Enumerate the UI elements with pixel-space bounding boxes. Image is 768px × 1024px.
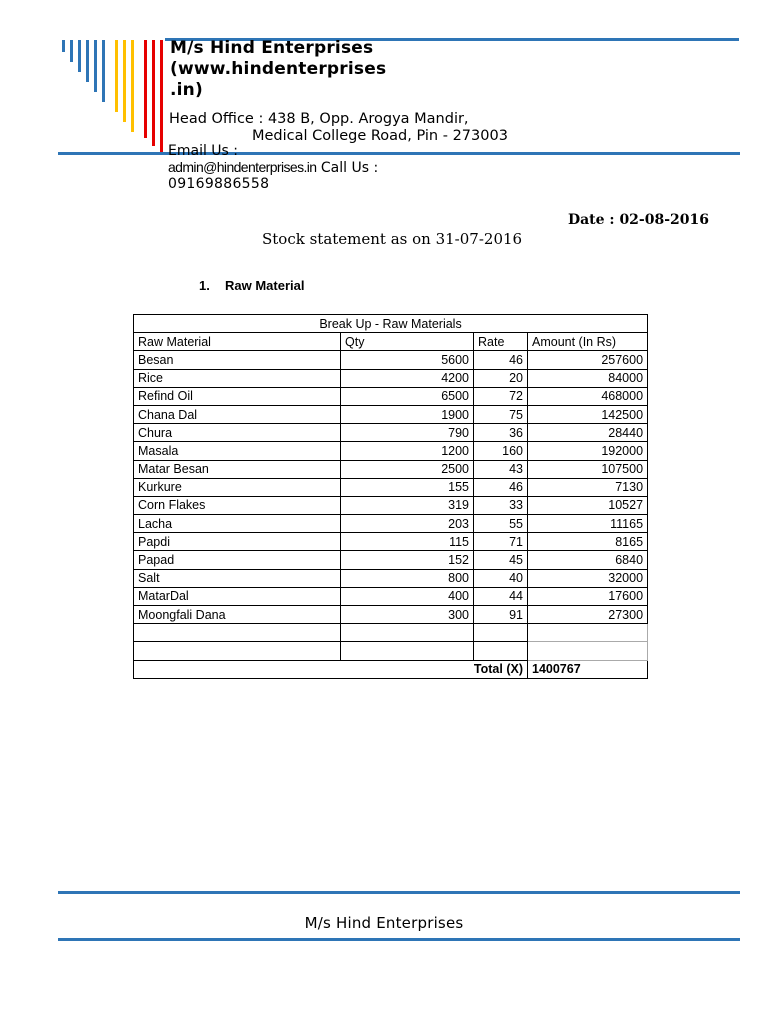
table-row bbox=[134, 551, 648, 569]
table-row bbox=[134, 569, 648, 587]
cell-material: Salt bbox=[134, 569, 341, 587]
column-header-amount: Amount (In Rs) bbox=[528, 333, 648, 351]
logo-bar bbox=[115, 40, 118, 112]
cell-amount: 32000 bbox=[528, 569, 648, 587]
phone-number[interactable]: 09169886558 bbox=[168, 176, 270, 192]
cell-material: Papdi bbox=[134, 533, 341, 551]
email-label-text: Email Us : bbox=[168, 143, 238, 159]
cell-qty: 4200 bbox=[341, 369, 474, 387]
cell-material: Matar Besan bbox=[134, 460, 341, 478]
cell-qty: 6500 bbox=[341, 387, 474, 405]
table-row bbox=[134, 496, 648, 514]
table-row bbox=[134, 533, 648, 551]
cell-amount: 6840 bbox=[528, 551, 648, 569]
blank-cell bbox=[528, 642, 648, 660]
cell-qty: 115 bbox=[341, 533, 474, 551]
cell-amount: 192000 bbox=[528, 442, 648, 460]
cell-rate: 71 bbox=[474, 533, 528, 551]
logo-bar bbox=[94, 40, 97, 92]
table-row bbox=[134, 405, 648, 423]
cell-qty: 203 bbox=[341, 515, 474, 533]
table-row bbox=[134, 442, 648, 460]
cell-amount: 17600 bbox=[528, 587, 648, 605]
cell-amount: 84000 bbox=[528, 369, 648, 387]
logo-bar bbox=[62, 40, 65, 52]
cell-qty: 300 bbox=[341, 606, 474, 624]
logo-bar bbox=[86, 40, 89, 82]
column-header-rate: Rate bbox=[474, 333, 528, 351]
table-row bbox=[134, 387, 648, 405]
cell-material: Chana Dal bbox=[134, 405, 341, 423]
cell-qty: 152 bbox=[341, 551, 474, 569]
cell-qty: 1200 bbox=[341, 442, 474, 460]
cell-amount: 28440 bbox=[528, 424, 648, 442]
cell-qty: 155 bbox=[341, 478, 474, 496]
table-header-row bbox=[134, 333, 648, 351]
section-title: Raw Material bbox=[225, 278, 305, 293]
cell-material: Papad bbox=[134, 551, 341, 569]
cell-rate: 46 bbox=[474, 351, 528, 369]
table-caption: Break Up - Raw Materials bbox=[134, 315, 648, 333]
table-row bbox=[134, 460, 648, 478]
cell-qty: 790 bbox=[341, 424, 474, 442]
logo-bar bbox=[131, 40, 134, 132]
cell-qty: 319 bbox=[341, 496, 474, 514]
logo-bar bbox=[144, 40, 147, 138]
blank-cell bbox=[134, 624, 341, 642]
blank-row bbox=[134, 642, 648, 660]
head-office-address bbox=[169, 111, 549, 145]
cell-material: Lacha bbox=[134, 515, 341, 533]
logo-bar bbox=[123, 40, 126, 122]
cell-amount: 8165 bbox=[528, 533, 648, 551]
column-header-qty: Qty bbox=[341, 333, 474, 351]
cell-amount: 10527 bbox=[528, 496, 648, 514]
cell-amount: 257600 bbox=[528, 351, 648, 369]
cell-rate: 46 bbox=[474, 478, 528, 496]
cell-rate: 75 bbox=[474, 405, 528, 423]
cell-amount: 107500 bbox=[528, 460, 648, 478]
table-row bbox=[134, 587, 648, 605]
cell-rate: 43 bbox=[474, 460, 528, 478]
cell-material: Masala bbox=[134, 442, 341, 460]
blank-row bbox=[134, 624, 648, 642]
cell-rate: 160 bbox=[474, 442, 528, 460]
raw-material-table bbox=[133, 314, 648, 679]
table-row bbox=[134, 424, 648, 442]
cell-qty: 400 bbox=[341, 587, 474, 605]
column-header-material: Raw Material bbox=[134, 333, 341, 351]
cell-amount: 468000 bbox=[528, 387, 648, 405]
email-address[interactable]: admin@hindenterprises.in bbox=[168, 159, 317, 175]
cell-rate: 40 bbox=[474, 569, 528, 587]
cell-material: Chura bbox=[134, 424, 341, 442]
cell-material: Rice bbox=[134, 369, 341, 387]
cell-qty: 1900 bbox=[341, 405, 474, 423]
cell-rate: 20 bbox=[474, 369, 528, 387]
cell-amount: 142500 bbox=[528, 405, 648, 423]
total-row bbox=[134, 660, 648, 678]
cell-rate: 33 bbox=[474, 496, 528, 514]
footer-bottom-rule bbox=[58, 938, 740, 941]
blank-cell bbox=[134, 642, 341, 660]
cell-material: MatarDal bbox=[134, 587, 341, 605]
logo-bar bbox=[152, 40, 155, 146]
logo-bar bbox=[160, 40, 163, 152]
address-line-2: Medical College Road, Pin - 273003 bbox=[252, 128, 508, 144]
company-logo bbox=[60, 40, 170, 150]
cell-amount: 7130 bbox=[528, 478, 648, 496]
table-caption-row bbox=[134, 315, 648, 333]
cell-rate: 44 bbox=[474, 587, 528, 605]
address-line-1: Head Office : 438 B, Opp. Arogya Mandir, bbox=[169, 111, 469, 127]
footer-company-name: M/s Hind Enterprises bbox=[304, 914, 464, 932]
cell-rate: 91 bbox=[474, 606, 528, 624]
statement-title: Stock statement as on 31-07-2016 bbox=[262, 230, 523, 248]
logo-bar bbox=[70, 40, 73, 62]
cell-amount: 11165 bbox=[528, 515, 648, 533]
blank-cell bbox=[341, 642, 474, 660]
company-name: M/s Hind Enterprises (www.hindenterprises .in) bbox=[170, 38, 387, 100]
section-number: 1. bbox=[199, 278, 210, 293]
cell-qty: 800 bbox=[341, 569, 474, 587]
blank-cell bbox=[528, 624, 648, 642]
cell-rate: 72 bbox=[474, 387, 528, 405]
blank-cell bbox=[474, 624, 528, 642]
cell-qty: 2500 bbox=[341, 460, 474, 478]
email-label bbox=[168, 143, 428, 159]
table-row bbox=[134, 515, 648, 533]
cell-rate: 45 bbox=[474, 551, 528, 569]
cell-qty: 5600 bbox=[341, 351, 474, 369]
call-label: Call Us : bbox=[320, 160, 379, 176]
statement-date: Date : 02-08-2016 bbox=[567, 212, 709, 228]
footer-top-rule bbox=[58, 891, 740, 894]
logo-bar bbox=[78, 40, 81, 72]
contact-block bbox=[168, 143, 428, 192]
cell-rate: 55 bbox=[474, 515, 528, 533]
cell-material: Corn Flakes bbox=[134, 496, 341, 514]
cell-material: Kurkure bbox=[134, 478, 341, 496]
table-row bbox=[134, 478, 648, 496]
table-row bbox=[134, 351, 648, 369]
cell-material: Refind Oil bbox=[134, 387, 341, 405]
table-row bbox=[134, 369, 648, 387]
total-amount: 1400767 bbox=[528, 660, 648, 678]
logo-bar bbox=[102, 40, 105, 102]
cell-amount: 27300 bbox=[528, 606, 648, 624]
blank-cell bbox=[474, 642, 528, 660]
cell-rate: 36 bbox=[474, 424, 528, 442]
total-label: Total (X) bbox=[134, 660, 528, 678]
table-row bbox=[134, 606, 648, 624]
blank-cell bbox=[341, 624, 474, 642]
section-heading bbox=[199, 278, 304, 293]
cell-material: Moongfali Dana bbox=[134, 606, 341, 624]
cell-material: Besan bbox=[134, 351, 341, 369]
